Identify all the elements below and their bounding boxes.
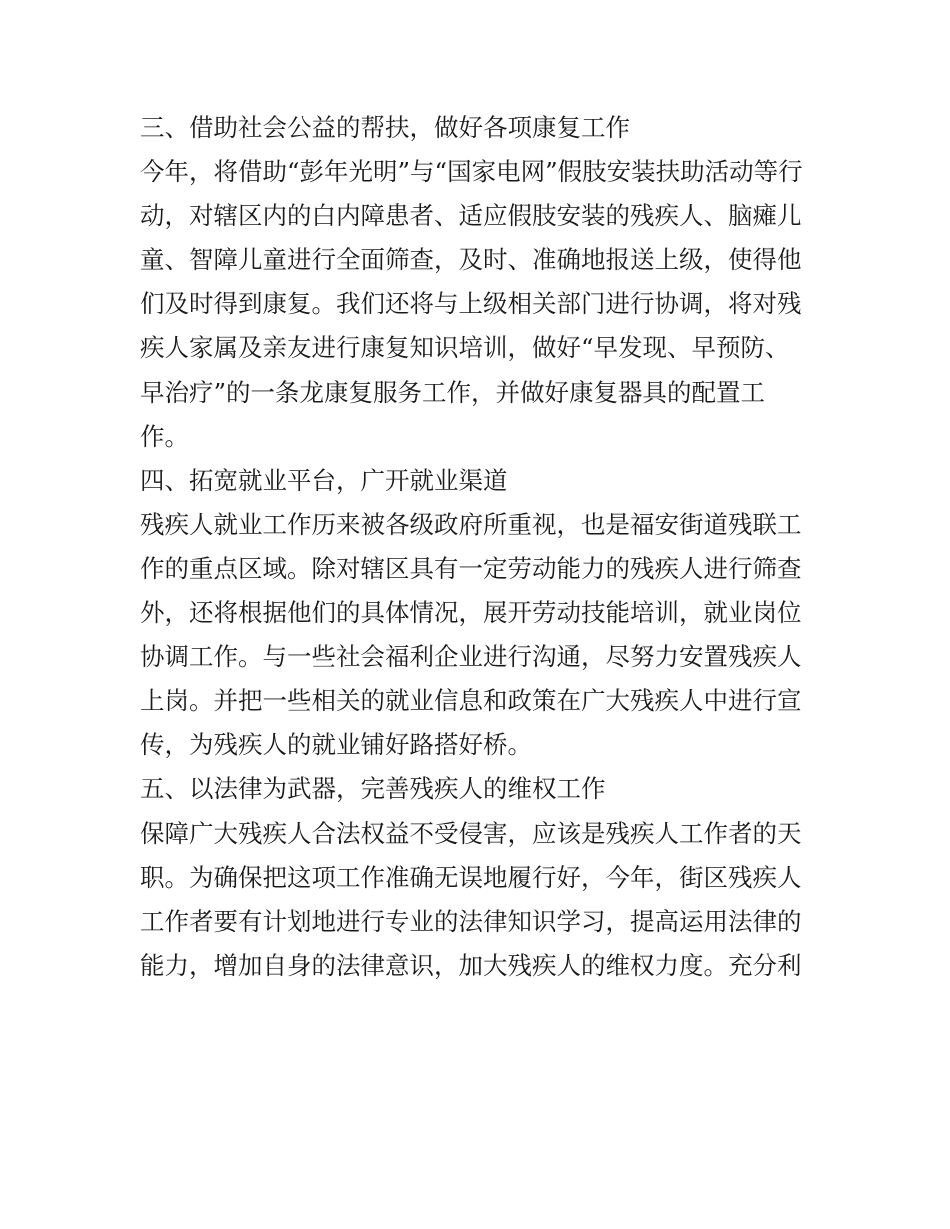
paragraph-line: 作的重点区域。除对辖区具有一定劳动能力的残疾人进行筛查: [140, 553, 802, 583]
paragraph-line: 作。: [140, 421, 189, 451]
paragraph-line: 动，对辖区内的白内障患者、适应假肢安装的残疾人、脑瘫儿: [140, 201, 802, 231]
paragraph-line: 上岗。并把一些相关的就业信息和政策在广大残疾人中进行宣: [140, 686, 802, 716]
paragraph-line: 职。为确保把这项工作准确无误地履行好，今年，街区残疾人: [140, 862, 802, 892]
paragraph-line: 传，为残疾人的就业铺好路搭好桥。: [140, 730, 532, 760]
paragraph-line: 童、智障儿童进行全面筛查，及时、准确地报送上级，使得他: [140, 245, 802, 275]
paragraph-line: 保障广大残疾人合法权益不受侵害，应该是残疾人工作者的天: [140, 818, 802, 848]
paragraph-line: 残疾人就业工作历来被各级政府所重视，也是福安街道残联工: [140, 509, 802, 539]
paragraph-line: 疾人家属及亲友进行康复知识培训，做好“早发现、早预防、: [140, 333, 790, 363]
paragraph-line: 外，还将根据他们的具体情况，展开劳动技能培训，就业岗位: [140, 598, 802, 628]
paragraph-line: 早治疗”的一条龙康复服务工作，并做好康复器具的配置工: [140, 377, 766, 407]
section-heading-5: 五、以法律为武器，完善残疾人的维权工作: [140, 774, 606, 804]
paragraph-line: 工作者要有计划地进行专业的法律知识学习，提高运用法律的: [140, 906, 802, 936]
paragraph-line: 能力，增加自身的法律意识，加大残疾人的维权力度。充分利: [140, 950, 802, 980]
paragraph-line: 们及时得到康复。我们还将与上级相关部门进行协调，将对残: [140, 289, 802, 319]
section-heading-4: 四、拓宽就业平台，广开就业渠道: [140, 465, 508, 495]
paragraph-line: 今年，将借助“彭年光明”与“国家电网”假肢安装扶助活动等行: [140, 157, 803, 187]
document-body: [140, 106, 830, 988]
section-heading-3: 三、借助社会公益的帮扶，做好各项康复工作: [140, 113, 630, 142]
paragraph-line: 协调工作。与一些社会福利企业进行沟通，尽努力安置残疾人: [140, 642, 802, 672]
